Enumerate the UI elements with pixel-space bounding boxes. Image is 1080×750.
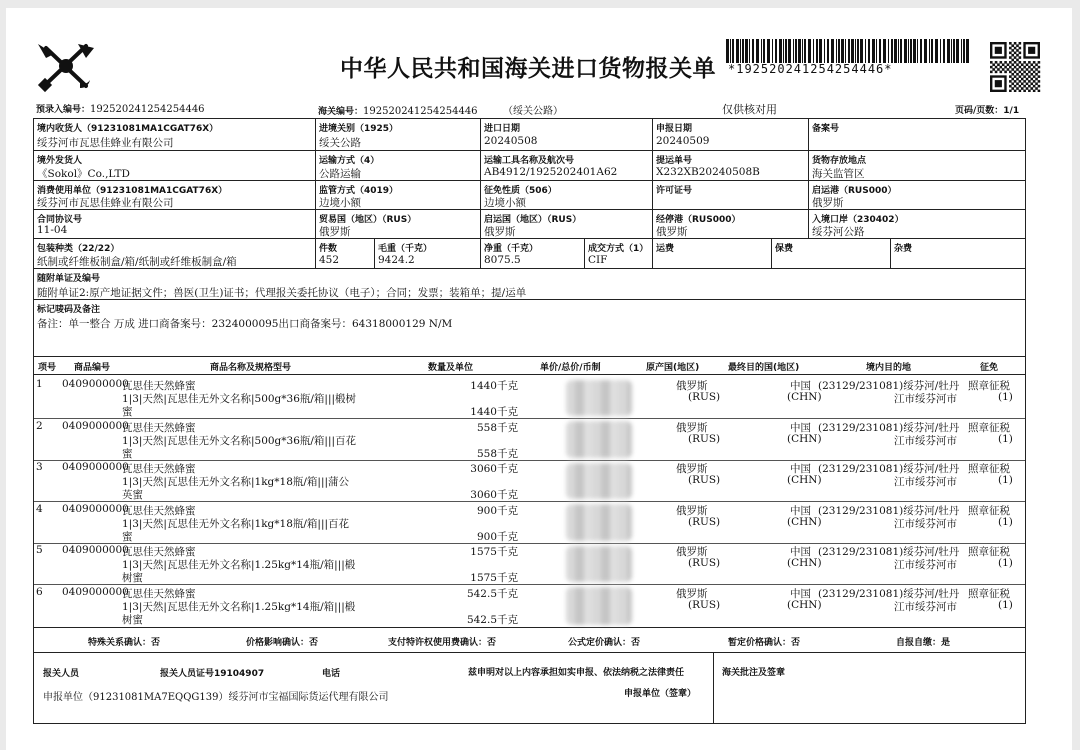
origin-code: (RUS): [688, 391, 721, 403]
redacted-price: [566, 421, 632, 458]
declare-date-value: 20240509: [656, 135, 710, 147]
goods-spec-cont: 树蜜: [122, 614, 143, 626]
commodity-code: 0409000000: [62, 586, 129, 598]
goods-spec-cont: 蜜: [122, 448, 133, 460]
entry-customs-label: 进境关别（1925）: [319, 124, 399, 134]
supervision-label: 监管方式（4019）: [319, 186, 399, 196]
quantity-declared: 900千克: [476, 531, 518, 543]
declarer-cert: 报关人员证号19104907: [160, 669, 265, 679]
levy-code: (1): [998, 391, 1013, 403]
entry-port-label: 入境口岸（230402）: [812, 215, 904, 225]
declare-date-label: 申报日期: [656, 124, 693, 134]
destination-code: (CHN): [787, 474, 822, 486]
document-title: 中华人民共和国海关进口货物报关单: [340, 56, 716, 82]
quantity-declared: 542.5千克: [466, 614, 518, 626]
levy-label: 征免性质（506）: [484, 186, 557, 196]
destination-country: 中国: [790, 546, 811, 558]
customs-approval-label: 海关批注及签章: [722, 668, 786, 678]
origin-code: (RUS): [688, 433, 721, 445]
gross-weight-label: 毛重（千克）: [378, 244, 433, 254]
destination-code: (CHN): [787, 599, 822, 611]
item-no: 4: [36, 503, 43, 515]
package-label: 包装种类（22/22）: [37, 244, 120, 254]
origin-country: 俄罗斯: [676, 422, 708, 434]
misc-fee-label: 杂费: [894, 244, 913, 254]
net-weight-value: 8075.5: [484, 254, 521, 266]
col-domestic-dest: 境内目的地: [866, 363, 912, 373]
levy-code: (1): [998, 516, 1013, 528]
origin-country-value: 俄罗斯: [484, 226, 516, 238]
barcode: [726, 39, 972, 63]
origin-code: (RUS): [688, 557, 721, 569]
goods-spec: 1|3|天然|瓦思佳无外文名称|1kg*18瓶/箱|||蒲公: [122, 476, 350, 488]
col-name-spec: 商品名称及规格型号: [210, 363, 292, 373]
redacted-price: [566, 380, 632, 416]
item-no: 3: [36, 461, 43, 473]
levy-mode: 照章征税: [968, 546, 1010, 558]
entry-customs-value: 绥关公路: [319, 137, 361, 149]
goods-spec-cont: 树蜜: [122, 572, 143, 584]
levy-mode: 照章征税: [968, 588, 1010, 600]
transport-mode-value: 公路运输: [319, 168, 361, 180]
barcode-text: *192520241254254446*: [728, 62, 893, 76]
royalty-confirm: 支付特许权使用费确认：否: [388, 638, 497, 648]
domestic-destination-cont: 江市绥芬河市: [894, 518, 957, 530]
goods-spec: 1|3|天然|瓦思佳无外文名称|500g*36瓶/箱|||椴树: [122, 393, 357, 405]
record-no-label: 备案号: [812, 124, 840, 134]
qr-code-icon: [990, 42, 1042, 92]
levy-value: 边境小额: [484, 197, 526, 209]
domestic-destination-cont: 江市绥芬河市: [894, 435, 957, 447]
domestic-destination-cont: 江市绥芬河市: [894, 393, 957, 405]
domestic-destination: (23129/231081)绥芬河/牡丹: [818, 505, 960, 517]
quantity-declared: 558千克: [476, 448, 518, 460]
destination-code: (CHN): [787, 557, 822, 569]
declare-sign: 申报单位（签章）: [624, 689, 697, 699]
col-origin: 原产国(地区): [646, 363, 700, 373]
domestic-destination: (23129/231081)绥芬河/牡丹: [818, 422, 960, 434]
quantity-declared: 1440千克: [470, 406, 518, 418]
storage-label: 货物存放地点: [812, 156, 867, 166]
destination-code: (CHN): [787, 433, 822, 445]
special-relation-confirm: 特殊关系确认：否: [88, 638, 161, 648]
item-no: 5: [36, 544, 43, 556]
provisional-price-confirm: 暂定价格确认：否: [728, 638, 801, 648]
domestic-destination: (23129/231081)绥芬河/牡丹: [818, 463, 960, 475]
goods-name: 瓦思佳天然蜂蜜: [122, 546, 196, 558]
docs-label: 随附单证及编号: [37, 274, 101, 284]
origin-code: (RUS): [688, 599, 721, 611]
supervision-value: 边境小额: [319, 197, 361, 209]
depart-port-value: 俄罗斯: [812, 197, 844, 209]
origin-country: 俄罗斯: [676, 588, 708, 600]
freight-label: 运费: [656, 244, 675, 254]
col-destination: 最终目的国(地区): [728, 363, 800, 373]
commodity-code: 0409000000: [62, 544, 129, 556]
quantity-legal: 542.5千克: [466, 588, 518, 600]
trade-country-value: 俄罗斯: [319, 226, 351, 238]
storage-value: 海关监管区: [812, 168, 865, 180]
redacted-price: [566, 587, 632, 625]
quantity-legal: 1440千克: [470, 380, 518, 392]
via-port-value: 俄罗斯: [656, 226, 688, 238]
goods-spec: 1|3|天然|瓦思佳无外文名称|1.25kg*14瓶/箱|||椴: [122, 601, 356, 613]
item-no: 1: [36, 378, 43, 390]
docs-value: 随附单证2:原产地证据文件；兽医(卫生)证书；代理报关委托协议（电子）；合同；发票；装箱单；提/运单: [37, 287, 527, 299]
origin-country: 俄罗斯: [676, 463, 708, 475]
col-item-no: 项号: [38, 363, 57, 373]
pre-entry-number: 预录入编号：192520241254254446: [36, 104, 205, 115]
levy-mode: 照章征税: [968, 463, 1010, 475]
goods-spec: 1|3|天然|瓦思佳无外文名称|1.25kg*14瓶/箱|||椴: [122, 559, 356, 571]
depart-port-label: 启运港（RUS000）: [812, 186, 897, 196]
transport-mode-label: 运输方式（4）: [319, 156, 380, 166]
domestic-destination-cont: 江市绥芬河市: [894, 476, 957, 488]
commodity-code: 0409000000: [62, 378, 129, 390]
destination-code: (CHN): [787, 391, 822, 403]
contract-value: 11-04: [37, 224, 68, 236]
declare-unit: 申报单位（91231081MA7EQQG139）绥芬河市宝福国际货运代理有限公司: [43, 692, 389, 703]
redacted-price: [566, 463, 632, 499]
formula-price-confirm: 公式定价确认：否: [568, 638, 641, 648]
vehicle-value: AB4912/1925202401A62: [484, 166, 618, 178]
col-levy: 征免: [980, 363, 999, 373]
redacted-price: [566, 546, 632, 582]
item-no: 2: [36, 420, 43, 432]
goods-name: 瓦思佳天然蜂蜜: [122, 588, 196, 600]
col-price: 单价/总价/币制: [540, 363, 601, 373]
trade-country-label: 贸易国（地区）（RUS）: [319, 215, 417, 225]
col-commodity-code: 商品编号: [74, 363, 111, 373]
levy-code: (1): [998, 474, 1013, 486]
destination-country: 中国: [790, 380, 811, 392]
contract-label: 合同协议号: [37, 215, 83, 225]
redacted-price: [566, 504, 632, 541]
license-label: 许可证号: [656, 186, 693, 196]
import-date-value: 20240508: [484, 135, 538, 147]
shipper-value: 《Sokol》Co.,LTD: [37, 168, 130, 180]
deal-mode-label: 成交方式（1）: [588, 244, 649, 254]
price-effect-confirm: 价格影响确认：否: [246, 638, 319, 648]
bill-no-label: 提运单号: [656, 156, 693, 166]
marks-value: 备注：单一整合 万成 进口商备案号：2324000095出口商备案号：64318000129 N/M: [37, 318, 453, 330]
quantity-legal: 558千克: [476, 422, 518, 434]
goods-spec-cont: 英蜜: [122, 489, 143, 501]
domestic-destination-cont: 江市绥芬河市: [894, 559, 957, 571]
net-weight-label: 净重（千克）: [484, 244, 539, 254]
phone-label: 电话: [322, 669, 341, 679]
domestic-destination: (23129/231081)绥芬河/牡丹: [818, 380, 960, 392]
quantity-declared: 1575千克: [470, 572, 518, 584]
commodity-code: 0409000000: [62, 503, 129, 515]
col-quantity: 数量及单位: [428, 363, 474, 373]
pieces-value: 452: [319, 254, 340, 266]
bill-no-value: X232XB20240508B: [656, 166, 760, 178]
pieces-label: 件数: [319, 244, 338, 254]
customs-number: 海关编号：192520241254254446 （绥关公路）: [318, 106, 563, 117]
goods-name: 瓦思佳天然蜂蜜: [122, 463, 196, 475]
origin-country: 俄罗斯: [676, 505, 708, 517]
goods-spec-cont: 蜜: [122, 406, 133, 418]
page-info: 页码/页数：1/1: [955, 106, 1020, 116]
entry-port-value: 绥芬河公路: [812, 226, 865, 238]
destination-country: 中国: [790, 422, 811, 434]
goods-spec: 1|3|天然|瓦思佳无外文名称|1kg*18瓶/箱|||百花: [122, 518, 350, 530]
destination-code: (CHN): [787, 516, 822, 528]
destination-country: 中国: [790, 463, 811, 475]
domestic-destination: (23129/231081)绥芬河/牡丹: [818, 546, 960, 558]
destination-country: 中国: [790, 505, 811, 517]
legal-statement: 兹申明对以上内容承担如实申报、依法纳税之法律责任: [468, 668, 685, 678]
gross-weight-value: 9424.2: [378, 254, 415, 266]
origin-country: 俄罗斯: [676, 546, 708, 558]
origin-code: (RUS): [688, 474, 721, 486]
commodity-code: 0409000000: [62, 420, 129, 432]
item-no: 6: [36, 586, 43, 598]
levy-code: (1): [998, 433, 1013, 445]
goods-name: 瓦思佳天然蜂蜜: [122, 380, 196, 392]
customs-emblem-icon: [36, 40, 96, 94]
levy-mode: 照章征税: [968, 422, 1010, 434]
via-port-label: 经停港（RUS000）: [656, 215, 741, 225]
levy-code: (1): [998, 557, 1013, 569]
levy-mode: 照章征税: [968, 380, 1010, 392]
consignee-label: 境内收货人（91231081MA1CGAT76X）: [37, 124, 219, 134]
quantity-legal: 900千克: [476, 505, 518, 517]
quantity-declared: 3060千克: [470, 489, 518, 501]
goods-name: 瓦思佳天然蜂蜜: [122, 505, 196, 517]
self-pay-confirm: 自报自缴：是: [896, 638, 951, 648]
goods-spec: 1|3|天然|瓦思佳无外文名称|500g*36瓶/箱|||百花: [122, 435, 357, 447]
levy-code: (1): [998, 599, 1013, 611]
origin-country-label: 启运国（地区）（RUS）: [484, 215, 582, 225]
consumer-value: 绥芬河市瓦思佳蜂业有限公司: [37, 197, 174, 209]
origin-code: (RUS): [688, 516, 721, 528]
quantity-legal: 1575千克: [470, 546, 518, 558]
declarer-label: 报关人员: [43, 669, 80, 679]
destination-country: 中国: [790, 588, 811, 600]
package-value: 纸制或纤维板制盒/箱/纸制或纤维板制盒/箱: [37, 256, 237, 268]
goods-name: 瓦思佳天然蜂蜜: [122, 422, 196, 434]
insurance-label: 保费: [775, 244, 794, 254]
shipper-label: 境外发货人: [37, 156, 83, 166]
vehicle-label: 运输工具名称及航次号: [484, 156, 575, 166]
origin-country: 俄罗斯: [676, 380, 708, 392]
goods-spec-cont: 蜜: [122, 531, 133, 543]
commodity-code: 0409000000: [62, 461, 129, 473]
consumer-label: 消费使用单位（91231081MA1CGAT76X）: [37, 186, 228, 196]
levy-mode: 照章征税: [968, 505, 1010, 517]
domestic-destination-cont: 江市绥芬河市: [894, 601, 957, 613]
quantity-legal: 3060千克: [470, 463, 518, 475]
consignee-value: 绥芬河市瓦思佳蜂业有限公司: [37, 137, 174, 149]
verify-only-note: 仅供核对用: [722, 103, 777, 116]
domestic-destination: (23129/231081)绥芬河/牡丹: [818, 588, 960, 600]
import-date-label: 进口日期: [484, 124, 521, 134]
marks-label: 标记唛码及备注: [37, 305, 101, 315]
deal-mode-value: CIF: [588, 254, 608, 266]
